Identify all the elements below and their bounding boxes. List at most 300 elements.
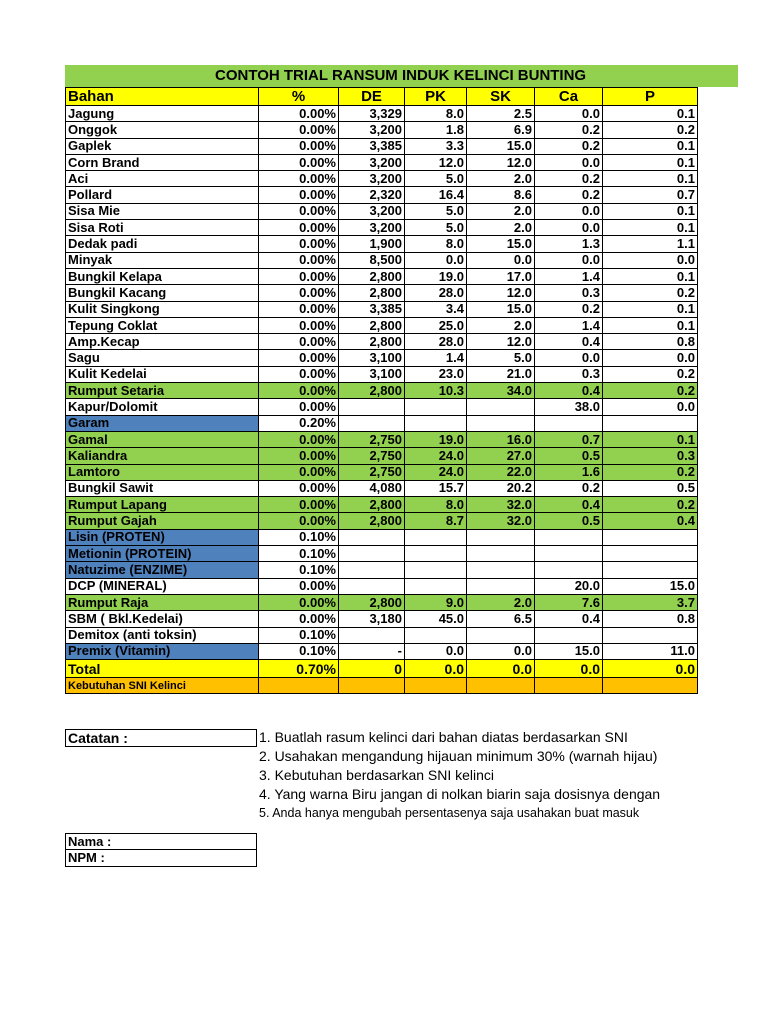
- cell-ca[interactable]: 0.0: [535, 106, 603, 122]
- cell-ca[interactable]: 0.2: [535, 301, 603, 317]
- cell-pk[interactable]: 5.0: [405, 203, 467, 219]
- cell-pk[interactable]: 8.7: [405, 513, 467, 529]
- header-bahan[interactable]: Bahan: [66, 88, 259, 106]
- cell-p[interactable]: 1.1: [603, 236, 698, 252]
- cell-sk[interactable]: 15.0: [467, 301, 535, 317]
- cell-p[interactable]: 0.1: [603, 106, 698, 122]
- cell-pk[interactable]: 1.8: [405, 122, 467, 138]
- cell-de[interactable]: 3,385: [339, 138, 405, 154]
- cell-p[interactable]: 0.1: [603, 431, 698, 447]
- cell-de[interactable]: 2,800: [339, 383, 405, 399]
- cell-p[interactable]: 0.2: [603, 122, 698, 138]
- cell-bahan[interactable]: Bungkil Sawit: [66, 480, 259, 496]
- table-row: [66, 497, 698, 513]
- table-row: [66, 546, 698, 562]
- table-row: [66, 301, 698, 317]
- cell-sk[interactable]: 12.0: [467, 334, 535, 350]
- cell-percent[interactable]: 0.00%: [259, 448, 339, 464]
- sheet-title: CONTOH TRIAL RANSUM INDUK KELINCI BUNTING: [65, 65, 738, 87]
- cell-pk[interactable]: 9.0: [405, 594, 467, 610]
- cell-percent[interactable]: 0.00%: [259, 187, 339, 203]
- cell-sk[interactable]: [467, 415, 535, 431]
- cell-sk[interactable]: 6.5: [467, 611, 535, 627]
- cell-ca[interactable]: 0.2: [535, 187, 603, 203]
- cell-percent[interactable]: 0.00%: [259, 578, 339, 594]
- cell-p[interactable]: 0.0: [603, 350, 698, 366]
- cell-p[interactable]: 0.2: [603, 383, 698, 399]
- cell-bahan[interactable]: Kulit Singkong: [66, 301, 259, 317]
- cell-percent[interactable]: 0.00%: [259, 268, 339, 284]
- cell-bahan[interactable]: Garam: [66, 415, 259, 431]
- cell-sk[interactable]: [467, 562, 535, 578]
- cell-percent[interactable]: 0.10%: [259, 529, 339, 545]
- note-4: 4. Yang warna Biru jangan di nolkan biarin saja dosisnya dengan: [259, 786, 661, 802]
- cell-sk[interactable]: 2.0: [467, 594, 535, 610]
- cell-de[interactable]: [339, 415, 405, 431]
- cell-p[interactable]: 0.1: [603, 268, 698, 284]
- cell-ca[interactable]: 0.4: [535, 334, 603, 350]
- cell-p[interactable]: [603, 415, 698, 431]
- cell-pk[interactable]: 16.4: [405, 187, 467, 203]
- total-p[interactable]: 0.0: [603, 660, 698, 678]
- cell-percent[interactable]: 0.00%: [259, 366, 339, 382]
- cell-sk[interactable]: 21.0: [467, 366, 535, 382]
- note-3: 3. Kebutuhan berdasarkan SNI kelinci: [259, 767, 495, 783]
- cell-sk[interactable]: 22.0: [467, 464, 535, 480]
- cell-pk[interactable]: 5.0: [405, 220, 467, 236]
- cell-p[interactable]: 0.1: [603, 138, 698, 154]
- cell-pk[interactable]: 24.0: [405, 448, 467, 464]
- cell-de[interactable]: [339, 546, 405, 562]
- cell-p[interactable]: 0.1: [603, 203, 698, 219]
- cell-p[interactable]: [603, 627, 698, 643]
- name-field[interactable]: Nama :: [65, 833, 257, 850]
- cell-pk[interactable]: 23.0: [405, 366, 467, 382]
- cell-bahan[interactable]: Natuzime (ENZIME): [66, 562, 259, 578]
- cell-pk[interactable]: 3.4: [405, 301, 467, 317]
- cell-de[interactable]: 8,500: [339, 252, 405, 268]
- cell-de[interactable]: 4,080: [339, 480, 405, 496]
- cell-p[interactable]: 15.0: [603, 578, 698, 594]
- total-pk[interactable]: 0.0: [405, 660, 467, 678]
- cell-de[interactable]: 1,900: [339, 236, 405, 252]
- cell-ca[interactable]: 0.5: [535, 448, 603, 464]
- cell-percent[interactable]: 0.00%: [259, 106, 339, 122]
- table-row: [66, 383, 698, 399]
- sni-sk[interactable]: [467, 678, 535, 694]
- cell-ca[interactable]: 0.0: [535, 220, 603, 236]
- total-ca[interactable]: 0.0: [535, 660, 603, 678]
- cell-sk[interactable]: 2.5: [467, 106, 535, 122]
- cell-bahan[interactable]: Bungkil Kelapa: [66, 268, 259, 284]
- cell-bahan[interactable]: SBM ( Bkl.Kedelai): [66, 611, 259, 627]
- cell-bahan[interactable]: Kapur/Dolomit: [66, 399, 259, 415]
- cell-pk[interactable]: 8.0: [405, 236, 467, 252]
- cell-percent[interactable]: 0.00%: [259, 594, 339, 610]
- cell-bahan[interactable]: Kaliandra: [66, 448, 259, 464]
- sni-label[interactable]: Kebutuhan SNI Kelinci: [66, 678, 259, 694]
- cell-pk[interactable]: 19.0: [405, 431, 467, 447]
- table-row: [66, 285, 698, 301]
- cell-ca[interactable]: 0.0: [535, 350, 603, 366]
- cell-sk[interactable]: 0.0: [467, 252, 535, 268]
- cell-pk[interactable]: 10.3: [405, 383, 467, 399]
- cell-pk[interactable]: 1.4: [405, 350, 467, 366]
- table-row: [66, 350, 698, 366]
- cell-sk[interactable]: 32.0: [467, 497, 535, 513]
- table-row: [66, 399, 698, 415]
- cell-sk[interactable]: 12.0: [467, 154, 535, 170]
- cell-ca[interactable]: [535, 546, 603, 562]
- notes-list: [259, 728, 673, 823]
- cell-ca[interactable]: 7.6: [535, 594, 603, 610]
- cell-pk[interactable]: 5.0: [405, 171, 467, 187]
- cell-bahan[interactable]: Premix (Vitamin): [66, 643, 259, 659]
- cell-p[interactable]: 0.8: [603, 334, 698, 350]
- cell-pk[interactable]: [405, 529, 467, 545]
- cell-pk[interactable]: 15.7: [405, 480, 467, 496]
- cell-percent[interactable]: 0.00%: [259, 334, 339, 350]
- cell-sk[interactable]: 17.0: [467, 268, 535, 284]
- cell-ca[interactable]: 0.2: [535, 122, 603, 138]
- cell-pk[interactable]: 0.0: [405, 252, 467, 268]
- total-de[interactable]: 0: [339, 660, 405, 678]
- cell-percent[interactable]: 0.00%: [259, 350, 339, 366]
- sni-percent[interactable]: [259, 678, 339, 694]
- cell-sk[interactable]: 12.0: [467, 285, 535, 301]
- cell-bahan[interactable]: Corn Brand: [66, 154, 259, 170]
- header-de[interactable]: DE: [339, 88, 405, 106]
- cell-p[interactable]: 0.2: [603, 497, 698, 513]
- sni-row: [66, 678, 698, 694]
- cell-p[interactable]: 0.1: [603, 154, 698, 170]
- cell-p[interactable]: 0.1: [603, 317, 698, 333]
- cell-bahan[interactable]: Minyak: [66, 252, 259, 268]
- cell-percent[interactable]: 0.00%: [259, 480, 339, 496]
- table-row: [66, 366, 698, 382]
- cell-p[interactable]: 0.8: [603, 611, 698, 627]
- cell-sk[interactable]: [467, 546, 535, 562]
- table-row: [66, 171, 698, 187]
- cell-de[interactable]: 3,200: [339, 154, 405, 170]
- total-label[interactable]: Total: [66, 660, 259, 678]
- cell-sk[interactable]: 27.0: [467, 448, 535, 464]
- table-row: [66, 220, 698, 236]
- cell-de[interactable]: 2,800: [339, 594, 405, 610]
- cell-ca[interactable]: 0.2: [535, 138, 603, 154]
- cell-de[interactable]: [339, 399, 405, 415]
- table-row: [66, 464, 698, 480]
- cell-pk[interactable]: [405, 546, 467, 562]
- cell-sk[interactable]: 6.9: [467, 122, 535, 138]
- cell-sk[interactable]: 2.0: [467, 171, 535, 187]
- table-row: [66, 529, 698, 545]
- cell-sk[interactable]: 5.0: [467, 350, 535, 366]
- cell-sk[interactable]: [467, 578, 535, 594]
- cell-pk[interactable]: 8.0: [405, 106, 467, 122]
- cell-percent[interactable]: 0.00%: [259, 171, 339, 187]
- table-row: [66, 252, 698, 268]
- table-row: [66, 513, 698, 529]
- cell-de[interactable]: 2,800: [339, 513, 405, 529]
- cell-percent[interactable]: 0.00%: [259, 399, 339, 415]
- cell-bahan[interactable]: Tepung Coklat: [66, 317, 259, 333]
- cell-ca[interactable]: 0.4: [535, 383, 603, 399]
- cell-bahan[interactable]: Rumput Lapang: [66, 497, 259, 513]
- cell-bahan[interactable]: Rumput Raja: [66, 594, 259, 610]
- header-pk[interactable]: PK: [405, 88, 467, 106]
- table-row: [66, 122, 698, 138]
- cell-p[interactable]: 0.2: [603, 285, 698, 301]
- cell-ca[interactable]: 0.3: [535, 366, 603, 382]
- cell-p[interactable]: [603, 529, 698, 545]
- cell-percent[interactable]: 0.10%: [259, 627, 339, 643]
- cell-bahan[interactable]: Onggok: [66, 122, 259, 138]
- table-row: [66, 138, 698, 154]
- cell-pk[interactable]: [405, 399, 467, 415]
- cell-de[interactable]: 2,800: [339, 268, 405, 284]
- cell-p[interactable]: 0.2: [603, 366, 698, 382]
- cell-p[interactable]: 0.7: [603, 187, 698, 203]
- cell-p[interactable]: 0.1: [603, 301, 698, 317]
- cell-bahan[interactable]: Jagung: [66, 106, 259, 122]
- sni-ca[interactable]: [535, 678, 603, 694]
- cell-de[interactable]: [339, 529, 405, 545]
- cell-bahan[interactable]: Aci: [66, 171, 259, 187]
- cell-de[interactable]: 2,800: [339, 497, 405, 513]
- cell-sk[interactable]: 2.0: [467, 317, 535, 333]
- cell-pk[interactable]: 28.0: [405, 334, 467, 350]
- sni-pk[interactable]: [405, 678, 467, 694]
- cell-ca[interactable]: [535, 627, 603, 643]
- cell-percent[interactable]: 0.00%: [259, 138, 339, 154]
- cell-sk[interactable]: 16.0: [467, 431, 535, 447]
- notes-label[interactable]: Catatan :: [65, 729, 257, 747]
- cell-de[interactable]: [339, 627, 405, 643]
- cell-bahan[interactable]: Bungkil Kacang: [66, 285, 259, 301]
- cell-p[interactable]: [603, 562, 698, 578]
- table-row: [66, 611, 698, 627]
- cell-de[interactable]: 3,329: [339, 106, 405, 122]
- cell-de[interactable]: 2,750: [339, 464, 405, 480]
- cell-bahan[interactable]: Lamtoro: [66, 464, 259, 480]
- cell-pk[interactable]: 24.0: [405, 464, 467, 480]
- cell-bahan[interactable]: Dedak padi: [66, 236, 259, 252]
- cell-sk[interactable]: 15.0: [467, 236, 535, 252]
- cell-pk[interactable]: 19.0: [405, 268, 467, 284]
- ration-table: [65, 87, 698, 694]
- cell-bahan[interactable]: Sisa Roti: [66, 220, 259, 236]
- cell-ca[interactable]: 0.0: [535, 252, 603, 268]
- cell-de[interactable]: 3,200: [339, 220, 405, 236]
- cell-de[interactable]: 3,100: [339, 366, 405, 382]
- cell-ca[interactable]: 0.5: [535, 513, 603, 529]
- cell-pk[interactable]: 8.0: [405, 497, 467, 513]
- cell-de[interactable]: 3,200: [339, 171, 405, 187]
- cell-sk[interactable]: 20.2: [467, 480, 535, 496]
- cell-bahan[interactable]: Amp.Kecap: [66, 334, 259, 350]
- table-row: [66, 317, 698, 333]
- cell-p[interactable]: 0.3: [603, 448, 698, 464]
- cell-de[interactable]: [339, 578, 405, 594]
- cell-p[interactable]: 0.0: [603, 252, 698, 268]
- cell-de[interactable]: 3,200: [339, 203, 405, 219]
- header-percent[interactable]: %: [259, 88, 339, 106]
- header-sk[interactable]: SK: [467, 88, 535, 106]
- cell-bahan[interactable]: DCP (MINERAL): [66, 578, 259, 594]
- sni-de[interactable]: [339, 678, 405, 694]
- cell-percent[interactable]: 0.00%: [259, 236, 339, 252]
- total-sk[interactable]: 0.0: [467, 660, 535, 678]
- cell-percent[interactable]: 0.00%: [259, 513, 339, 529]
- table-row: [66, 448, 698, 464]
- cell-ca[interactable]: [535, 415, 603, 431]
- cell-ca[interactable]: 0.2: [535, 480, 603, 496]
- cell-pk[interactable]: 25.0: [405, 317, 467, 333]
- header-ca[interactable]: Ca: [535, 88, 603, 106]
- cell-pk[interactable]: [405, 578, 467, 594]
- cell-de[interactable]: 3,180: [339, 611, 405, 627]
- cell-bahan[interactable]: Kulit Kedelai: [66, 366, 259, 382]
- cell-p[interactable]: 0.1: [603, 220, 698, 236]
- cell-ca[interactable]: 0.2: [535, 171, 603, 187]
- cell-ca[interactable]: 20.0: [535, 578, 603, 594]
- cell-ca[interactable]: [535, 562, 603, 578]
- cell-percent[interactable]: 0.00%: [259, 154, 339, 170]
- table-row: [66, 154, 698, 170]
- ration-table-wrapper: [65, 87, 695, 694]
- cell-percent[interactable]: 0.00%: [259, 122, 339, 138]
- cell-percent[interactable]: 0.00%: [259, 431, 339, 447]
- cell-sk[interactable]: [467, 627, 535, 643]
- cell-pk[interactable]: 45.0: [405, 611, 467, 627]
- cell-sk[interactable]: 2.0: [467, 220, 535, 236]
- cell-ca[interactable]: 0.3: [535, 285, 603, 301]
- cell-percent[interactable]: 0.00%: [259, 301, 339, 317]
- cell-percent[interactable]: 0.00%: [259, 383, 339, 399]
- table-row: [66, 415, 698, 431]
- cell-sk[interactable]: [467, 529, 535, 545]
- cell-p[interactable]: 0.4: [603, 513, 698, 529]
- cell-ca[interactable]: 38.0: [535, 399, 603, 415]
- cell-de[interactable]: 2,320: [339, 187, 405, 203]
- cell-bahan[interactable]: Rumput Setaria: [66, 383, 259, 399]
- cell-percent[interactable]: 0.00%: [259, 611, 339, 627]
- cell-percent[interactable]: 0.00%: [259, 497, 339, 513]
- cell-p[interactable]: 0.0: [603, 399, 698, 415]
- cell-de[interactable]: [339, 562, 405, 578]
- cell-de[interactable]: 3,200: [339, 122, 405, 138]
- cell-pk[interactable]: 28.0: [405, 285, 467, 301]
- cell-p[interactable]: 0.2: [603, 464, 698, 480]
- table-row: [66, 627, 698, 643]
- cell-ca[interactable]: 1.4: [535, 317, 603, 333]
- cell-bahan[interactable]: Pollard: [66, 187, 259, 203]
- note-2: 2. Usahakan mengandung hijauan minimum 30% (warnah hijau): [259, 748, 658, 764]
- cell-bahan[interactable]: Sagu: [66, 350, 259, 366]
- total-percent[interactable]: 0.70%: [259, 660, 339, 678]
- ration-table-body: [66, 88, 698, 660]
- cell-bahan[interactable]: Lisin (PROTEN): [66, 529, 259, 545]
- cell-ca[interactable]: 0.7: [535, 431, 603, 447]
- cell-ca[interactable]: [535, 529, 603, 545]
- cell-percent[interactable]: 0.00%: [259, 285, 339, 301]
- cell-sk[interactable]: 2.0: [467, 203, 535, 219]
- cell-sk[interactable]: 32.0: [467, 513, 535, 529]
- cell-pk[interactable]: [405, 627, 467, 643]
- cell-ca[interactable]: 15.0: [535, 643, 603, 659]
- cell-de[interactable]: 2,800: [339, 317, 405, 333]
- table-row: [66, 578, 698, 594]
- cell-percent[interactable]: 0.20%: [259, 415, 339, 431]
- cell-de[interactable]: 2,750: [339, 431, 405, 447]
- cell-bahan[interactable]: Sisa Mie: [66, 203, 259, 219]
- cell-p[interactable]: 3.7: [603, 594, 698, 610]
- cell-percent[interactable]: 0.00%: [259, 203, 339, 219]
- cell-pk[interactable]: [405, 415, 467, 431]
- cell-bahan[interactable]: Demitox (anti toksin): [66, 627, 259, 643]
- cell-bahan[interactable]: Gamal: [66, 431, 259, 447]
- note-1: 1. Buatlah rasum kelinci dari bahan diatas berdasarkan SNI: [259, 729, 628, 745]
- cell-percent[interactable]: 0.00%: [259, 220, 339, 236]
- cell-sk[interactable]: 8.6: [467, 187, 535, 203]
- cell-de[interactable]: 2,800: [339, 285, 405, 301]
- cell-bahan[interactable]: Gaplek: [66, 138, 259, 154]
- cell-percent[interactable]: 0.10%: [259, 643, 339, 659]
- cell-p[interactable]: 11.0: [603, 643, 698, 659]
- cell-ca[interactable]: 0.4: [535, 497, 603, 513]
- cell-percent[interactable]: 0.00%: [259, 252, 339, 268]
- cell-de[interactable]: 2,800: [339, 334, 405, 350]
- cell-pk[interactable]: 12.0: [405, 154, 467, 170]
- table-row: [66, 187, 698, 203]
- cell-percent[interactable]: 0.10%: [259, 546, 339, 562]
- cell-p[interactable]: [603, 546, 698, 562]
- cell-de[interactable]: 3,385: [339, 301, 405, 317]
- table-row: [66, 334, 698, 350]
- cell-ca[interactable]: 0.4: [535, 611, 603, 627]
- npm-field[interactable]: NPM :: [65, 850, 257, 867]
- table-row: [66, 203, 698, 219]
- cell-de[interactable]: 3,100: [339, 350, 405, 366]
- cell-ca[interactable]: 1.6: [535, 464, 603, 480]
- header-p[interactable]: P: [603, 88, 698, 106]
- cell-percent[interactable]: 0.00%: [259, 317, 339, 333]
- cell-bahan[interactable]: Rumput Gajah: [66, 513, 259, 529]
- sni-p[interactable]: [603, 678, 698, 694]
- cell-de[interactable]: 2,750: [339, 448, 405, 464]
- total-section: [66, 660, 698, 694]
- cell-sk[interactable]: [467, 399, 535, 415]
- cell-pk[interactable]: 0.0: [405, 643, 467, 659]
- cell-ca[interactable]: 1.4: [535, 268, 603, 284]
- cell-p[interactable]: 0.5: [603, 480, 698, 496]
- cell-pk[interactable]: 3.3: [405, 138, 467, 154]
- cell-ca[interactable]: 0.0: [535, 154, 603, 170]
- cell-bahan[interactable]: Metionin (PROTEIN): [66, 546, 259, 562]
- cell-ca[interactable]: 1.3: [535, 236, 603, 252]
- table-row: [66, 431, 698, 447]
- cell-percent[interactable]: 0.00%: [259, 464, 339, 480]
- cell-percent[interactable]: 0.10%: [259, 562, 339, 578]
- cell-de[interactable]: -: [339, 643, 405, 659]
- cell-sk[interactable]: 34.0: [467, 383, 535, 399]
- cell-pk[interactable]: [405, 562, 467, 578]
- cell-sk[interactable]: 0.0: [467, 643, 535, 659]
- cell-ca[interactable]: 0.0: [535, 203, 603, 219]
- cell-sk[interactable]: 15.0: [467, 138, 535, 154]
- cell-p[interactable]: 0.1: [603, 171, 698, 187]
